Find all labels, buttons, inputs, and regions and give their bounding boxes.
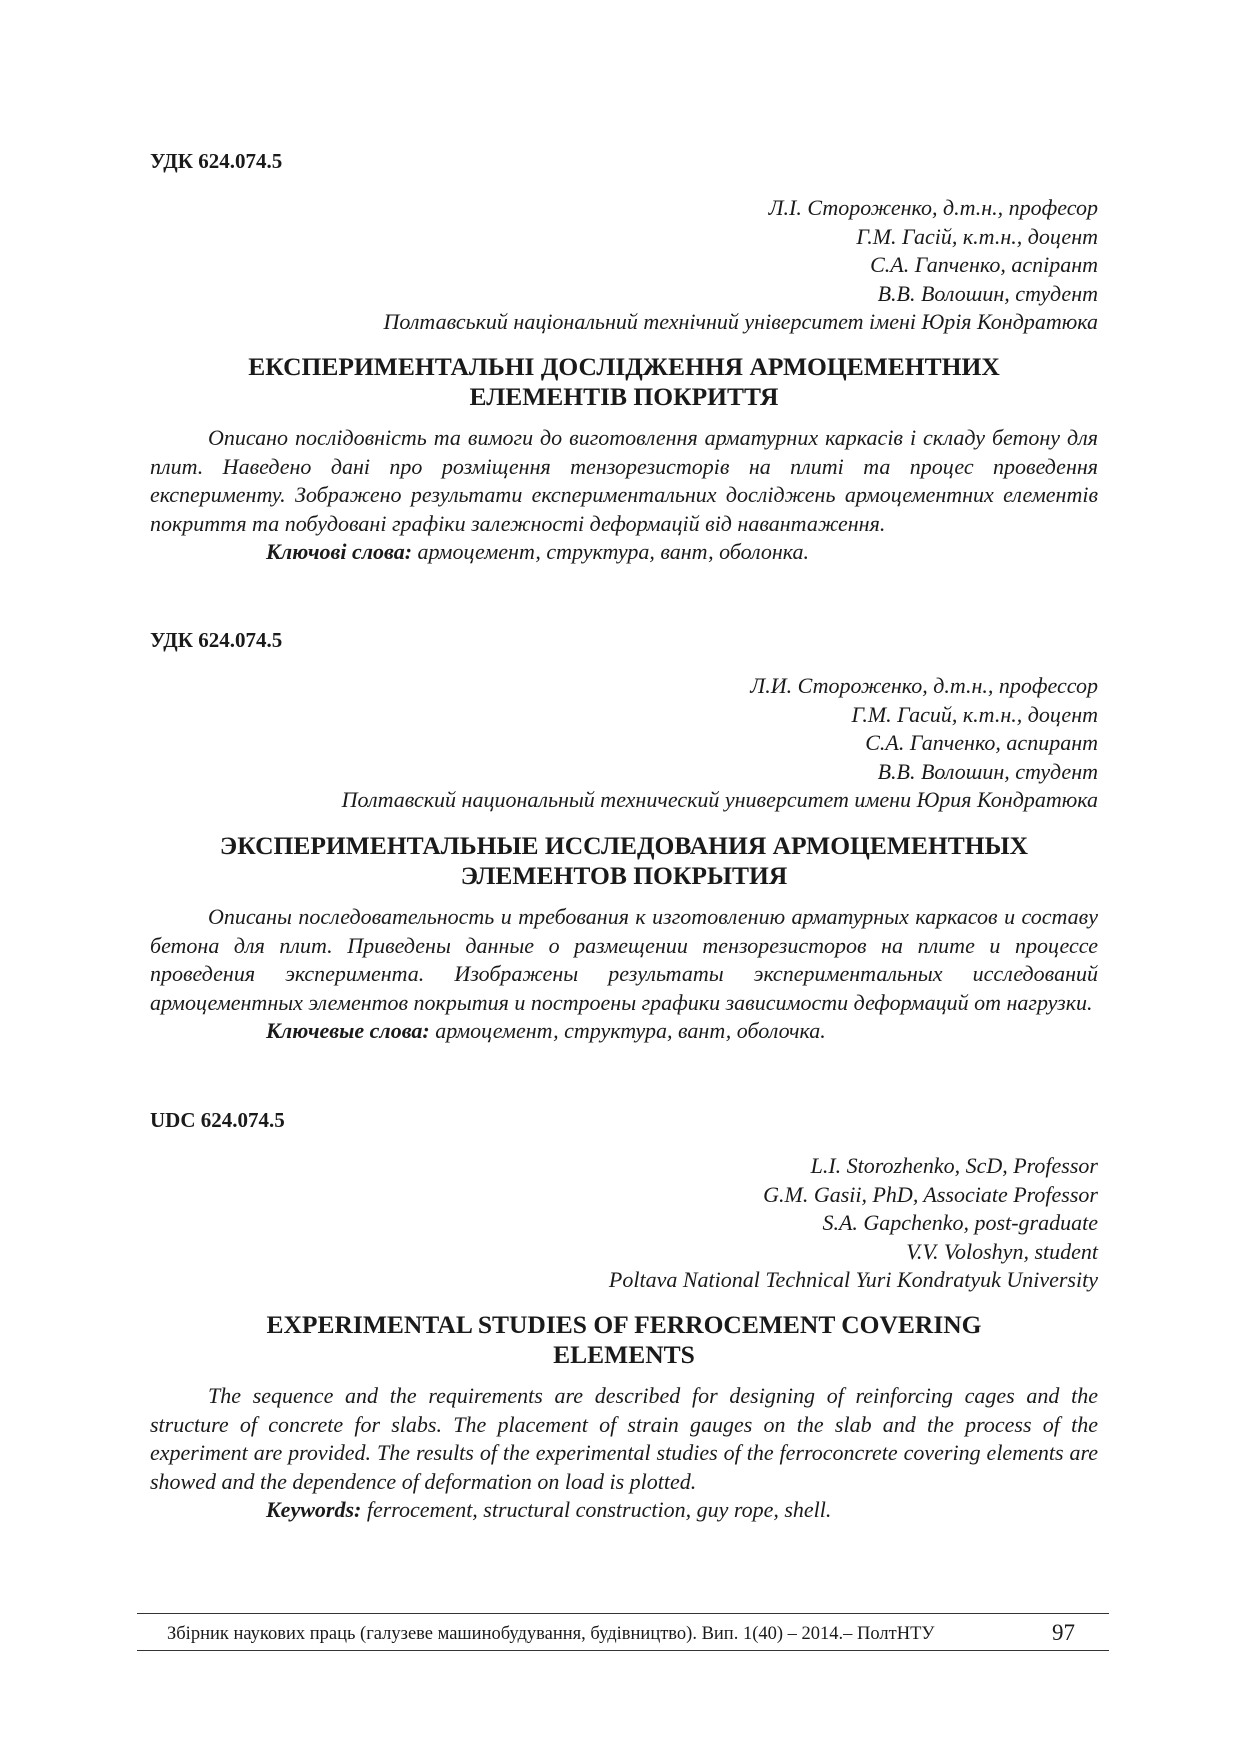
article-title-english [150,1310,1098,1370]
footer-top-rule [137,1613,1109,1614]
author-line: Г.М. Гасий, к.т.н., доцент [851,701,1098,727]
author-line: С.А. Гапченко, аспірант [870,252,1098,277]
keywords-line [150,1496,1098,1525]
journal-citation: Збірник наукових праць (галузеве машинобудування, будівництво). Вип. 1(40) – 2014.– ПолтНТУ [167,1624,935,1644]
affiliation: Poltava National Technical Yuri Kondratyuk University [608,1267,1098,1292]
keywords-label: Keywords: [266,1497,362,1522]
keywords-text: армоцемент, структура, вант, оболонка. [412,539,810,564]
udc-code-english: UDC 624.074.5 [150,1108,285,1132]
article-title-ukrainian [150,352,1098,412]
author-line: В.В. Волошин, студент [877,280,1098,306]
abstract-russian [150,903,1098,1046]
author-line: В.В. Волошин, студент [877,758,1098,784]
udc-code-russian: УДК 624.074.5 [150,628,283,652]
article-title-russian [150,831,1098,891]
abstract-text: The sequence and the requirements are described for designing of reinforcing cages and the structure of concrete for slabs. The placement of strain gauges on the slab and the process of the experiment are provided. The results of the experimental studies of the ferroconcrete covering elements are showed and the dependence of deformation on load is plotted. [150,1383,1098,1494]
udc-code-ukrainian: УДК 624.074.5 [150,149,283,173]
authors-block-russian [98,672,1098,815]
author-line: Л.І. Стороженко, д.т.н., професор [768,195,1098,220]
affiliation: Полтавський національний технічний університет імені Юрія Кондратюка [383,309,1098,334]
keywords-label: Ключові слова: [266,539,413,564]
author-line: G.M. Gasii, PhD, Associate Professor [763,1181,1098,1207]
title-line: EXPERIMENTAL STUDIES OF FERROCEMENT COVERING [266,1310,982,1339]
title-line: ЕКСПЕРИМЕНТАЛЬНІ ДОСЛІДЖЕННЯ АРМОЦЕМЕНТНИХ [248,352,1000,381]
footer-bottom-rule [137,1650,1109,1651]
author-line: L.I. Storozhenko, ScD, Professor [810,1153,1098,1178]
title-line: ЭЛЕМЕНТОВ ПОКРЫТИЯ [460,861,788,890]
keywords-label: Ключевые слова: [266,1018,430,1043]
keywords-line [150,1017,1098,1046]
keywords-text: армоцемент, структура, вант, оболочка. [429,1018,826,1043]
author-line: S.A. Gapchenko, post-graduate [822,1210,1098,1235]
authors-block-ukrainian [98,194,1098,337]
abstract-ukrainian [150,424,1098,567]
page-number: 97 [1052,1620,1075,1645]
author-line: Г.М. Гасій, к.т.н., доцент [856,223,1098,249]
affiliation: Полтавский национальный технический университет имени Юрия Кондратюка [341,787,1098,812]
title-line: ЕЛЕМЕНТІВ ПОКРИТТЯ [469,382,779,411]
abstract-english [150,1382,1098,1525]
keywords-text: ferrocement, structural construction, guy rope, shell. [361,1497,832,1522]
keywords-line [150,538,1098,567]
abstract-text: Описаны последовательность и требования к изготовлению арматурных каркасов и составу бетона для плит. Приведены данные о размещении тензорезисторов на плите и процессе проведения эксперимента. Изображены результаты экспериментальных исследований армоцементных элементов покрытия и построены графики зависимости деформаций от нагрузки. [150,904,1098,1015]
author-line: V.V. Voloshyn, student [906,1238,1098,1264]
abstract-text: Описано послідовність та вимоги до виготовлення арматурних каркасів і складу бетону для плит. Наведено дані про розміщення тензорезисторів на плиті та процес проведення експерименту. Зображено результати експериментальних досліджень армоцементних елементів покриття та побудовані графіки залежності деформацій від навантаження. [150,425,1098,536]
author-line: С.А. Гапченко, аспирант [865,730,1098,755]
title-line: ELEMENTS [553,1340,695,1369]
title-line: ЭКСПЕРИМЕНТАЛЬНЫЕ ИССЛЕДОВАНИЯ АРМОЦЕМЕНТНЫХ [219,831,1029,860]
author-line: Л.И. Стороженко, д.т.н., профессор [750,673,1098,698]
authors-block-english [98,1152,1098,1295]
